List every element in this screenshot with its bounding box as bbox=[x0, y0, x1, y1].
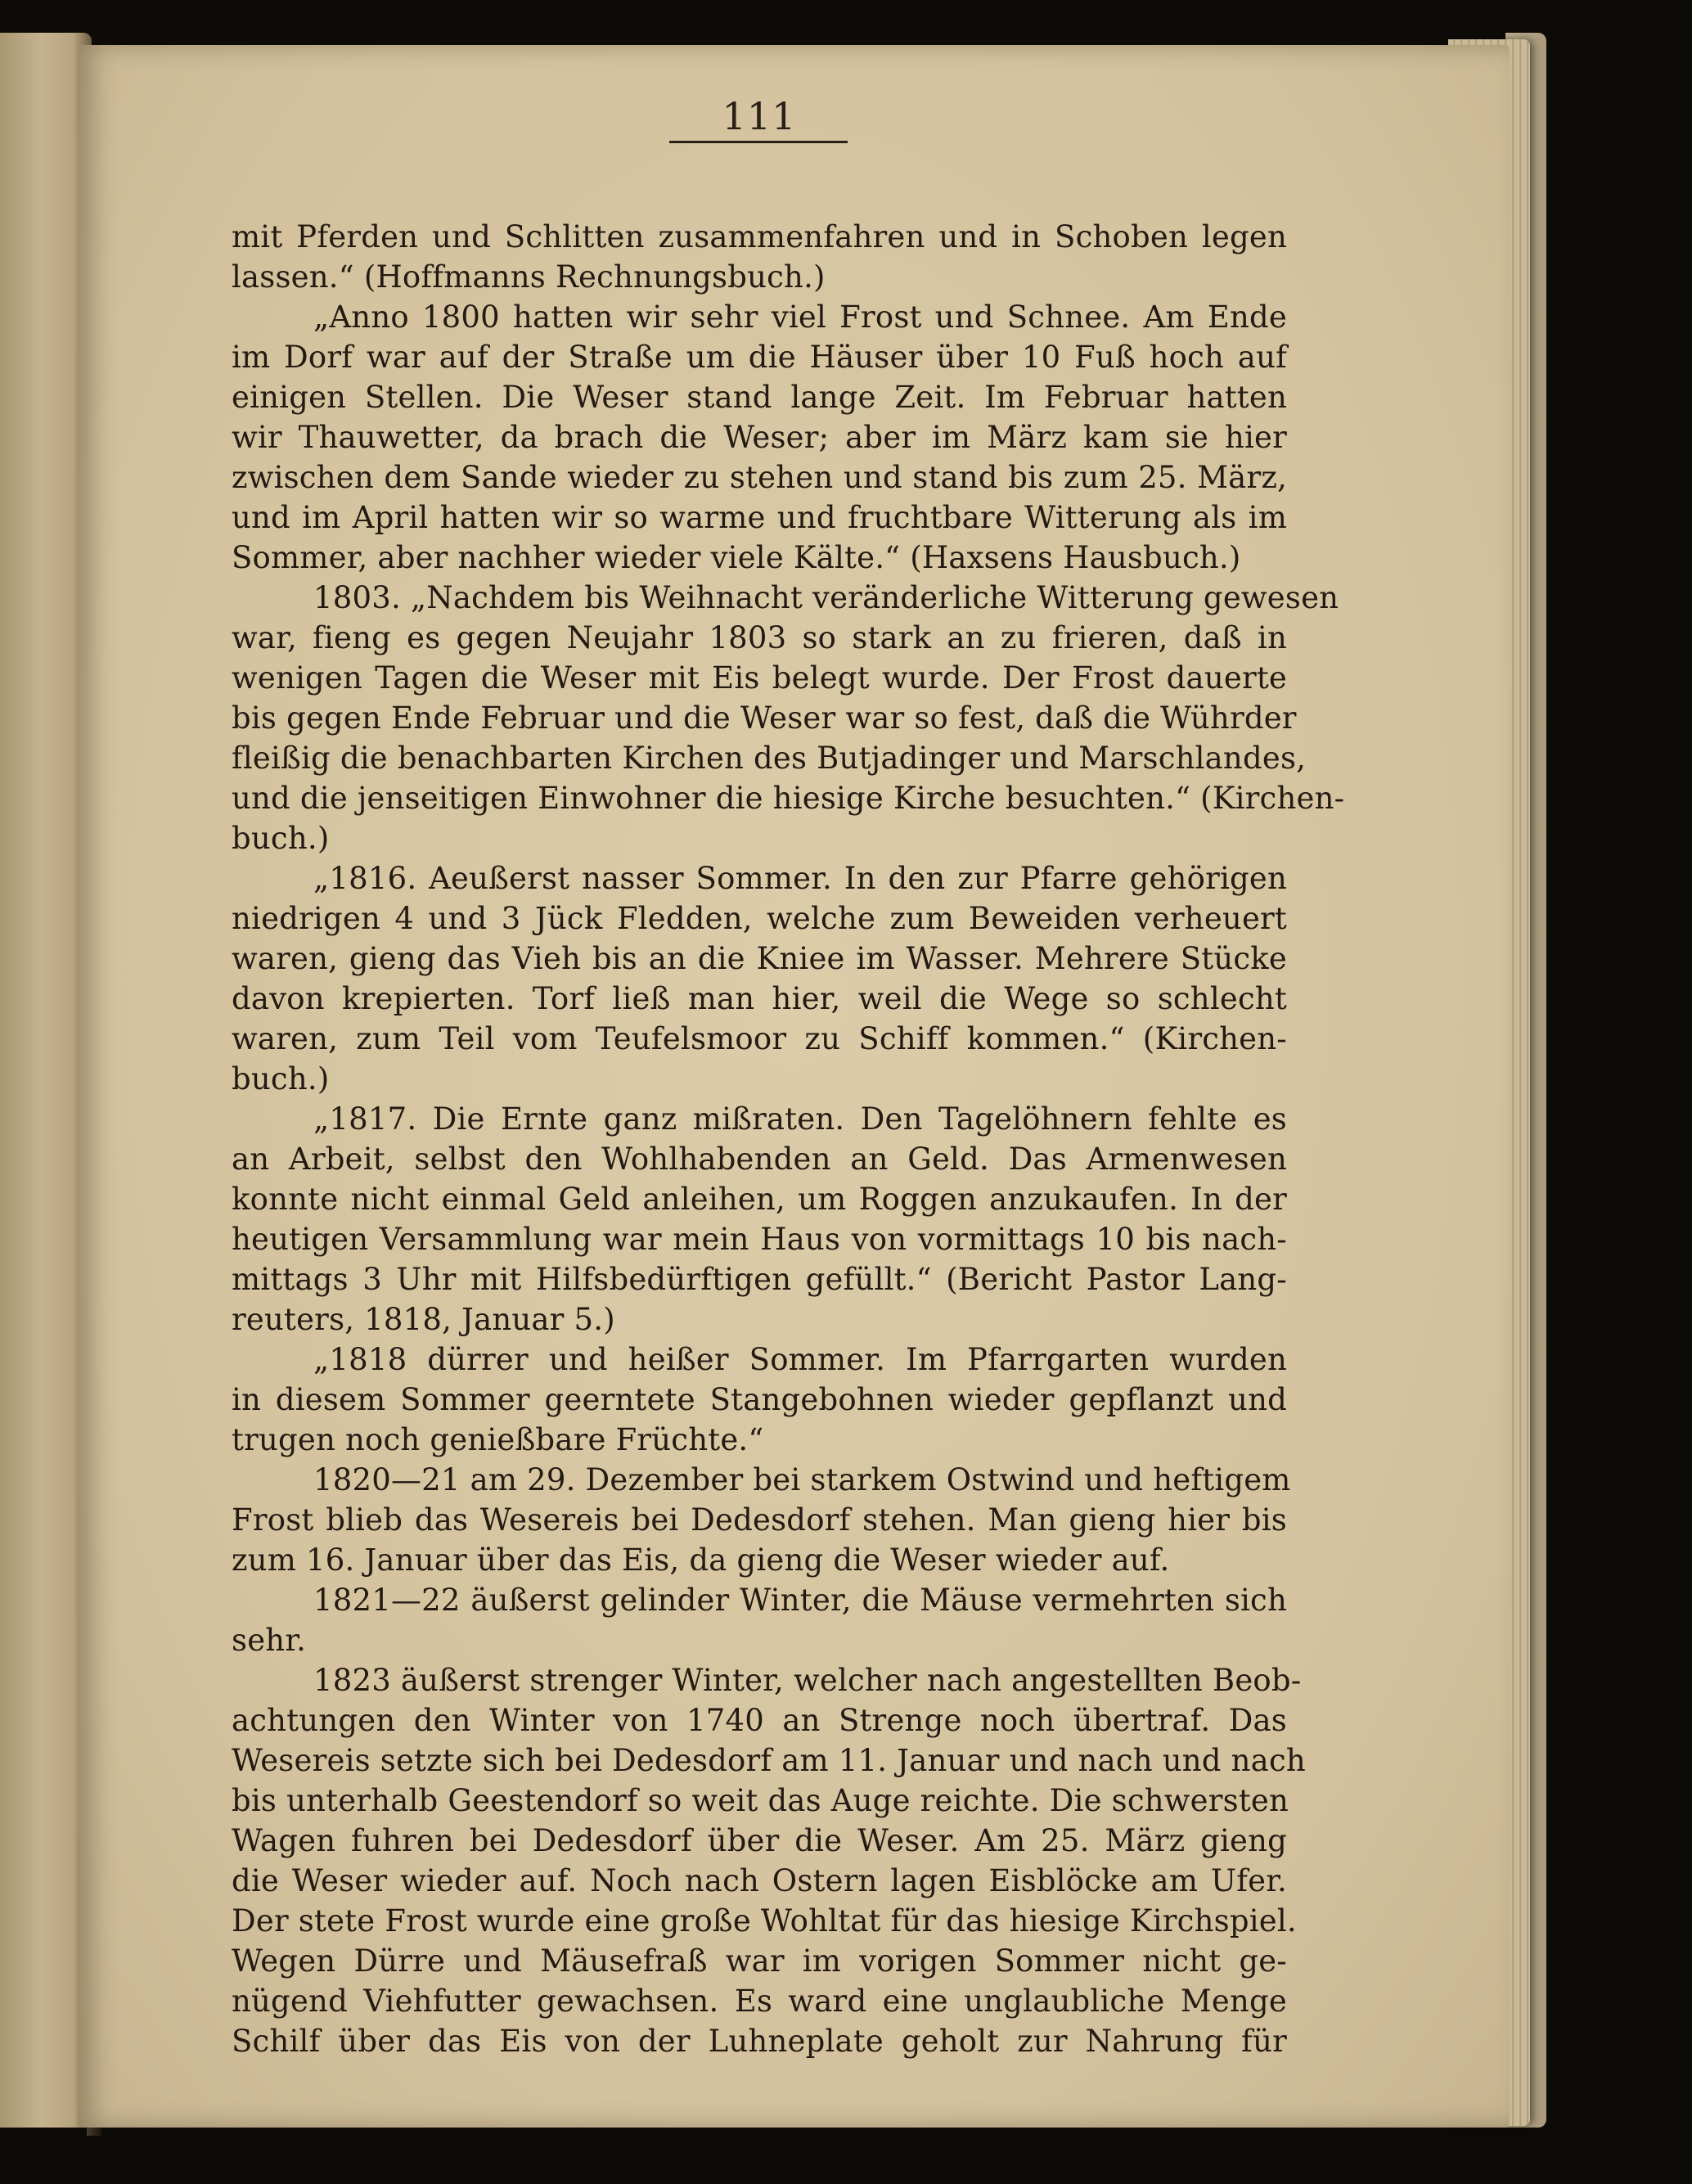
text-line: „1817. Die Ernte ganz mißraten. Den Tagelöhnern fehlte es bbox=[313, 1101, 1287, 1137]
text-line: fleißig die benachbarten Kirchen des Butjadinger und Marschlandes, bbox=[232, 741, 1307, 776]
text-line: reuters, 1818, Januar 5.) bbox=[232, 1302, 615, 1337]
text-line: zum 16. Januar über das Eis, da gieng die Weser wieder auf. bbox=[232, 1542, 1170, 1578]
text-line: zwischen dem Sande wieder zu stehen und stand bis zum 25. März, bbox=[232, 460, 1287, 495]
text-line: Schilf über das Eis von der Luhneplate geholt zur Nahrung für bbox=[232, 2024, 1287, 2059]
text-line: in diesem Sommer geerntete Stangebohnen wieder gepflanzt und bbox=[232, 1382, 1287, 1417]
text-line: konnte nicht einmal Geld anleihen, um Roggen anzukaufen. In der bbox=[232, 1182, 1287, 1217]
text-line: heutigen Versammlung war mein Haus von vormittags 10 bis nach- bbox=[232, 1222, 1287, 1257]
text-line: 1803. „Nachdem bis Weihnacht veränderliche Witterung gewesen bbox=[313, 580, 1339, 615]
text-line: an Arbeit, selbst den Wohlhabenden an Geld. Das Armenwesen bbox=[232, 1142, 1287, 1177]
text-line: wir Thauwetter, da brach die Weser; aber im März kam sie hier bbox=[232, 420, 1287, 455]
text-line: achtungen den Winter von 1740 an Strenge noch übertraf. Das bbox=[232, 1703, 1287, 1738]
text-line: mit Pferden und Schlitten zusammenfahren und in Schoben legen bbox=[232, 219, 1287, 254]
text-line: einigen Stellen. Die Weser stand lange Zeit. Im Februar hatten bbox=[232, 380, 1287, 415]
page-number-rule bbox=[669, 141, 848, 143]
text-line: „Anno 1800 hatten wir sehr viel Frost und Schnee. Am Ende bbox=[313, 299, 1287, 335]
text-line: Frost blieb das Wesereis bei Dedesdorf stehen. Man gieng hier bis bbox=[232, 1502, 1287, 1538]
text-line: war, fieng es gegen Neujahr 1803 so stark an zu frieren, daß in bbox=[232, 620, 1287, 655]
text-line: waren, zum Teil vom Teufelsmoor zu Schiff kommen.“ (Kirchen- bbox=[232, 1021, 1287, 1056]
text-line: „1816. Aeußerst nasser Sommer. In den zur Pfarre gehörigen bbox=[313, 861, 1287, 896]
text-line: 1821—22 äußerst gelinder Winter, die Mäuse vermehrten sich bbox=[313, 1583, 1287, 1618]
text-line: lassen.“ (Hoffmanns Rechnungsbuch.) bbox=[232, 259, 826, 295]
text-line: niedrigen 4 und 3 Jück Fledden, welche zum Beweiden verheuert bbox=[232, 901, 1287, 936]
text-line: sehr. bbox=[232, 1623, 307, 1658]
text-line: Wagen fuhren bei Dedesdorf über die Weser. Am 25. März gieng bbox=[232, 1823, 1287, 1858]
text-line: 1820—21 am 29. Dezember bei starkem Ostwind und heftigem bbox=[313, 1462, 1291, 1497]
text-line: bis gegen Ende Februar und die Weser war so fest, daß die Wührder bbox=[232, 700, 1297, 736]
text-line: wenigen Tagen die Weser mit Eis belegt wurde. Der Frost dauerte bbox=[232, 660, 1287, 696]
text-line: waren, gieng das Vieh bis an die Kniee im Wasser. Mehrere Stücke bbox=[232, 941, 1287, 976]
page-number: 111 bbox=[722, 94, 797, 138]
text-line: 1823 äußerst strenger Winter, welcher nach angestellten Beob- bbox=[313, 1663, 1302, 1698]
text-line: davon krepierten. Torf ließ man hier, weil die Wege so schlecht bbox=[232, 981, 1287, 1016]
text-line: trugen noch genießbare Früchte.“ bbox=[232, 1422, 764, 1457]
text-line: bis unterhalb Geestendorf so weit das Auge reichte. Die schwersten bbox=[232, 1783, 1289, 1818]
text-line: „1818 dürrer und heißer Sommer. Im Pfarrgarten wurden bbox=[313, 1342, 1287, 1377]
text-line: Sommer, aber nachher wieder viele Kälte.“ (Haxsens Hausbuch.) bbox=[232, 540, 1241, 575]
text-line: Wegen Dürre und Mäusefraß war im vorigen Sommer nicht ge- bbox=[232, 1943, 1287, 1979]
text-line: Der stete Frost wurde eine große Wohltat für das hiesige Kirchspiel. bbox=[232, 1903, 1297, 1939]
text-line: mittags 3 Uhr mit Hilfsbedürftigen gefüllt.“ (Bericht Pastor Lang- bbox=[232, 1262, 1287, 1297]
text-line: buch.) bbox=[232, 821, 330, 856]
text-line: und im April hatten wir so warme und fruchtbare Witterung als im bbox=[232, 500, 1287, 535]
text-line: buch.) bbox=[232, 1061, 330, 1097]
text-line: im Dorf war auf der Straße um die Häuser über 10 Fuß hoch auf bbox=[232, 340, 1287, 375]
text-line: nügend Viehfutter gewachsen. Es ward eine unglaubliche Menge bbox=[232, 1984, 1287, 2019]
text-line: die Weser wieder auf. Noch nach Ostern lagen Eisblöcke am Ufer. bbox=[232, 1863, 1287, 1898]
text-line: und die jenseitigen Einwohner die hiesige Kirche besuchten.“ (Kirchen- bbox=[232, 781, 1345, 816]
text-line: Wesereis setzte sich bei Dedesdorf am 11. Januar und nach und nach bbox=[232, 1743, 1306, 1778]
body-text bbox=[232, 217, 1345, 2061]
